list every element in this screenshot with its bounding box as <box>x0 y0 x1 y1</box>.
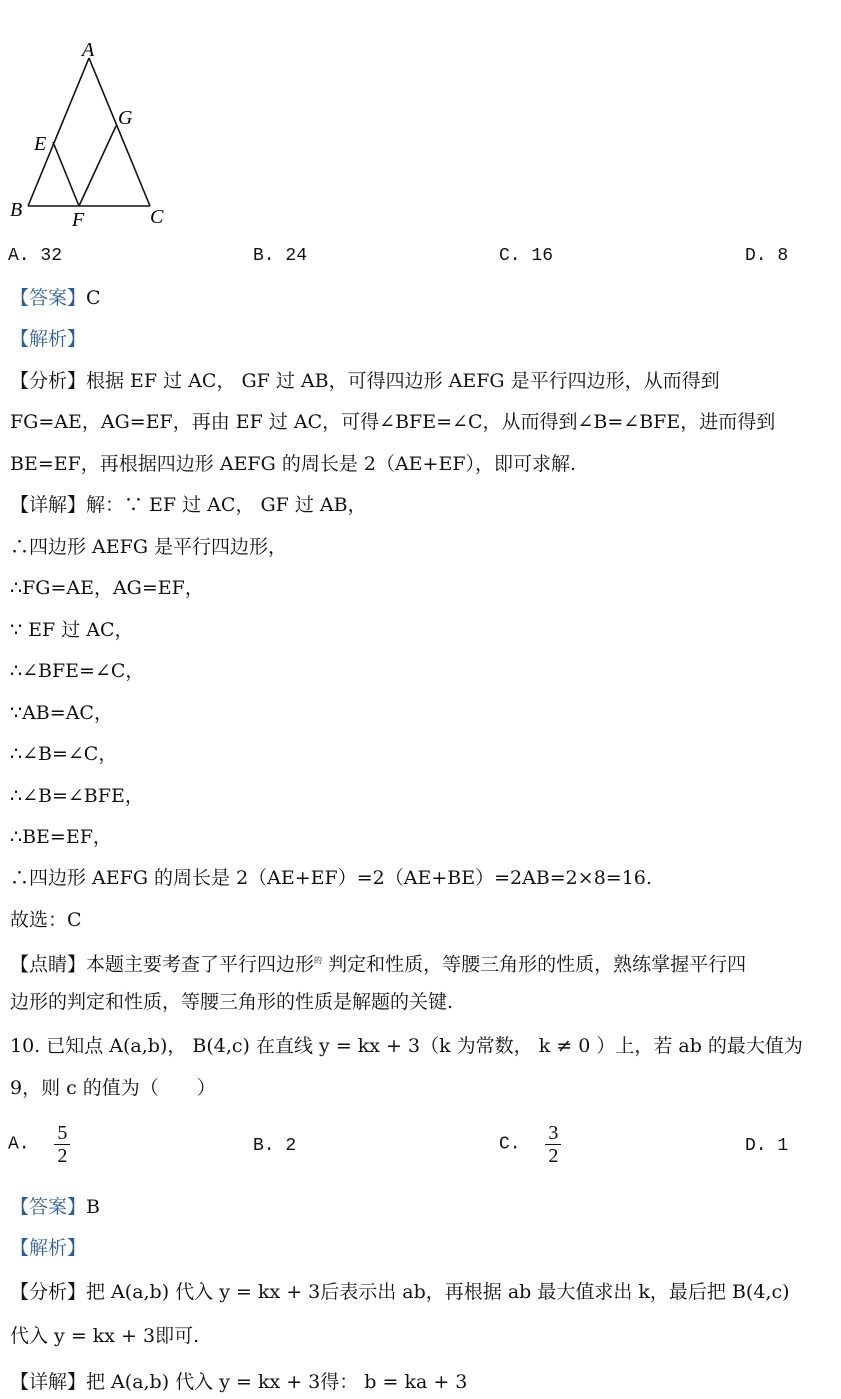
q10-option-c-label: C. <box>499 1134 521 1155</box>
q10-option-d: D. 1 <box>745 1136 789 1156</box>
q10-option-c-fraction <box>545 1122 561 1167</box>
q10-fenxi-line-2: 代入 y = kx + 3即可. <box>10 1325 200 1347</box>
q9-step-4: ∴∠BFE=∠C， <box>10 660 145 682</box>
q10-option-a <box>8 1122 70 1167</box>
q9-step-5: ∵AB=AC， <box>10 702 113 724</box>
q10-fenxi-line-1 <box>10 1280 790 1304</box>
fenxi-tag: 【分析】 <box>10 1281 87 1303</box>
q9-option-d: D. 8 <box>745 246 789 266</box>
xiangjie-tag: 【详解】 <box>10 494 87 516</box>
label-f: F <box>72 209 85 231</box>
q9-fenxi-line-2: FG=AE，AG=EF，再由 EF 过 AC，可得∠BFE=∠C，从而得到∠B=∠BFE，进而得到 <box>10 411 776 433</box>
dianjing-tag: 【点睛】 <box>10 953 87 976</box>
q10-xiangjie-line <box>10 1370 467 1394</box>
q9-step-10: 故选：C <box>10 909 82 931</box>
q9-xiangjie-line <box>10 493 367 517</box>
q9-option-a: A. 32 <box>8 246 63 266</box>
q9-fenxi-line-3: BE=EF，再根据四边形 AEFG 的周长是 2（AE+EF），即可求解. <box>10 453 577 475</box>
q10-option-b: B. 2 <box>253 1136 297 1156</box>
q9-step-6: ∴∠B=∠C， <box>10 743 118 765</box>
q10-xiangjie-text-1: 把 A(a,b) 代入 y = kx + 3得： b = ka + 3 <box>86 1371 468 1393</box>
fraction-numerator: 5 <box>54 1122 70 1145</box>
answer-tag: 【答案】 <box>10 287 87 309</box>
q9-answer-line <box>10 286 101 310</box>
xiangjie-tag: 【详解】 <box>10 1371 87 1393</box>
label-g: G <box>118 107 133 129</box>
q9-step-0: 解：∵ EF 过 AC， GF 过 AB， <box>86 494 367 516</box>
q10-answer: B <box>86 1196 100 1218</box>
q9-dianjing-mark: 的 <box>314 956 323 965</box>
q10-fenxi-text-1: 把 A(a,b) 代入 y = kx + 3后表示出 ab，再根据 ab 最大值求出 k，最后把 B(4,c) <box>86 1281 790 1303</box>
q10-option-a-fraction <box>54 1122 70 1167</box>
q9-analysis-heading <box>10 327 86 351</box>
q9-step-3: ∵ EF 过 AC， <box>10 619 134 641</box>
q9-fenxi-text-1: 根据 EF 过 AC， GF 过 AB，可得四边形 AEFG 是平行四边形，从而得到 <box>86 370 720 392</box>
q10-stem-line-2: 9，则 c 的值为（ ） <box>10 1077 216 1099</box>
triangle-figure <box>0 30 200 270</box>
q9-dianjing-text-1: 本题主要考查了平行四边形 <box>86 953 315 976</box>
answer-tag: 【答案】 <box>10 1196 87 1218</box>
q9-step-1: ∴四边形 AEFG 是平行四边形， <box>10 536 288 558</box>
label-e: E <box>34 133 47 155</box>
q9-option-b: B. 24 <box>253 246 308 266</box>
segment-ab <box>28 58 89 206</box>
segment-fg <box>79 126 116 206</box>
fraction-denominator: 2 <box>57 1145 68 1167</box>
q9-step-8: ∴BE=EF， <box>10 826 112 848</box>
q9-step-2: ∴FG=AE，AG=EF， <box>10 577 204 599</box>
fraction-denominator: 2 <box>548 1145 559 1167</box>
analysis-tag: 【解析】 <box>10 1237 87 1259</box>
segment-ac <box>89 58 150 206</box>
q10-option-a-label: A. <box>8 1134 30 1155</box>
q10-stem-line-1: 10. 已知点 A(a,b)， B(4,c) 在直线 y = kx + 3（k 为常数， k ≠ 0 ）上，若 ab 的最大值为 <box>10 1035 803 1057</box>
fenxi-tag: 【分析】 <box>10 370 87 392</box>
q9-dianjing-line-1 <box>10 949 746 976</box>
label-b: B <box>10 199 23 221</box>
q10-analysis-heading <box>10 1236 86 1260</box>
q9-dianjing-text-1b: 判定和性质，等腰三角形的性质，熟练掌握平行四 <box>328 953 747 976</box>
q9-fenxi-line-1 <box>10 369 720 393</box>
q9-dianjing-line-2: 边形的判定和性质，等腰三角形的性质是解题的关键. <box>10 991 454 1013</box>
analysis-tag: 【解析】 <box>10 328 87 350</box>
label-a: A <box>82 39 95 61</box>
q9-step-9: ∴四边形 AEFG 的周长是 2（AE+EF）=2（AE+BE）=2AB=2×8=16. <box>10 867 652 889</box>
q9-step-7: ∴∠B=∠BFE， <box>10 785 144 807</box>
q9-answer: C <box>86 287 101 309</box>
q9-option-c: C. 16 <box>499 246 554 266</box>
label-c: C <box>150 206 164 228</box>
segment-ef <box>53 142 79 206</box>
q10-option-c <box>499 1122 561 1167</box>
fraction-numerator: 3 <box>545 1122 561 1145</box>
q10-answer-line <box>10 1195 100 1219</box>
